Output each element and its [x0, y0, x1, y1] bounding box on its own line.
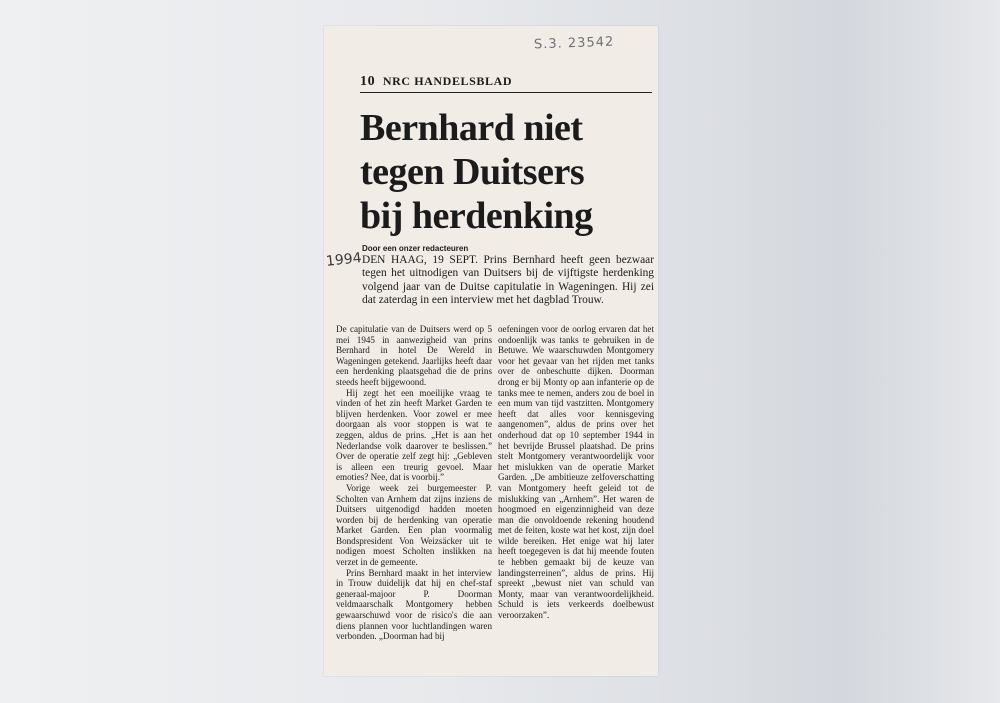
handwritten-year: 1994 [325, 250, 363, 270]
article-body [336, 324, 654, 670]
publication-name: NRC HANDELSBLAD [382, 74, 513, 88]
archive-number: S.3. 23542 [533, 34, 615, 53]
background-shadow [736, 0, 1000, 703]
headline [360, 106, 656, 238]
newspaper-clipping [324, 26, 658, 676]
page-number: 10 [360, 74, 376, 89]
paragraph: De capitulatie van de Duitsers werd op 5 mei 1945 in aanwezigheid van prins Bernhard in hotel De Wereld in Wageningen getekend. Jaarlijks heeft daar een herdenking plaatsgehad die de prins steeds heeft bijgewoond. [336, 324, 492, 387]
article-column-1 [336, 324, 492, 670]
newspaper-header [360, 74, 652, 93]
paragraph: Prins Bernhard maakt in het interview in Trouw duidelijk dat hij en chef-staf generaal-majoor P. Doorman veldmaarschalk Montgomery hebben gewaarschuwd voor de risico's die aan diens plannen voor luchtlandingen waren verbonden. „Doorman had bij [336, 567, 492, 642]
headline-line-3: bij herdenking [360, 195, 593, 237]
article-column-2 [498, 324, 654, 670]
paragraph: Vorige week zei burgemeester P. Scholten van Arnhem dat zijns inziens de Duitsers uitgenodigd hadden moeten worden bij de herdenking van operatie Market Garden. Een plan voormalig Bondspresident Von Weizsäcker uit te nodigen moest Scholten inslikken na verzet in de gemeente. [336, 482, 492, 568]
headline-line-2: tegen Duitsers [360, 151, 585, 193]
paragraph: oefeningen voor de oorlog ervaren dat het ondoenlijk was tanks te gebruiken in de Betuwe. We waarschuwden Montgomery voor het gevaar van het rijden met tanks over de onbeschutte dijken. Doorman drong er bij Monty op aan infanterie op de tanks mee te nemen, anders zou de boel in een mum van tijd vastzitten. Montgomery heeft dat alles voor kennisgeving aangenomen”, aldus de prins over het onderhoud dat op 10 september 1944 in het bevrijde Brussel plaatshad. De prins stelt Montgomery verantwoordelijk voor het mislukken van de operatie Market Garden. „De ambitieuze zelfoverschatting van Montgomery heeft geleid tot de mislukking van „Arnhem”. Het waren de hoogmoed en eigenzinnigheid van deze man die onvoldoende rekening houdend met de feiten, koste wat het kost, zijn doel wilde bereiken. Het enige wat hij later heeft toegegeven is dat hij meende fouten te hebben gemaakt bij de keuze van landingsterreinen”, aldus de prins. Hij spreekt „bewust niet van schuld van Monty, maar van verantwoordelijkheid. Schuld is iets verkeerds doelbewust veroorzaken”. [498, 324, 654, 621]
paragraph: Hij zegt het een moeilijke vraag te vinden of het zin heeft Market Garden te blijven herdenken. Voor zowel er mee doorgaan als voor stoppen is wat te zeggen, aldus de prins. „Het is aan het Nederlandse volk daarover te beslissen.” Over de operatie zelf zegt hij: „Gebleven is alleen een treurig gevoel. Maar emoties? Nee, dat is voorbij.” [336, 387, 492, 483]
byline: Door een onzer redacteuren [362, 244, 469, 253]
headline-line-1: Bernhard niet [360, 107, 583, 149]
lead-paragraph: DEN HAAG, 19 SEPT. Prins Bernhard heeft geen bezwaar tegen het uitnodigen van Duitsers bij de vijftigste herdenking volgend jaar van de Duitse capitulatie in Wageningen. Hij zei dat zaterdag in een interview met het dagblad Trouw. [362, 254, 654, 306]
